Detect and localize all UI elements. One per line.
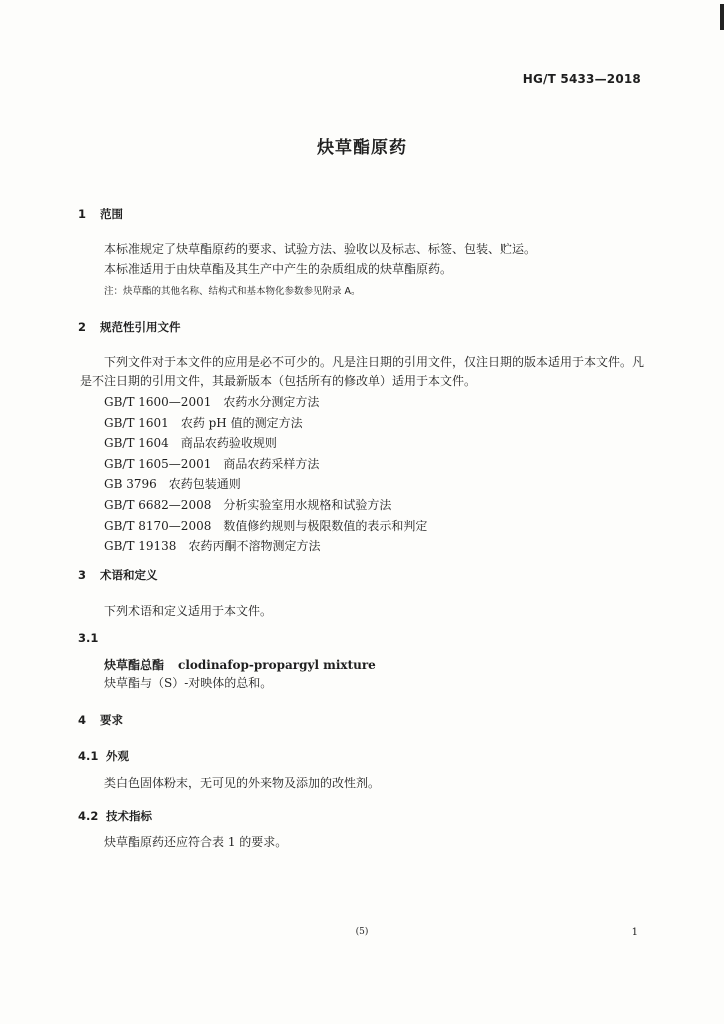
term-definition: 炔草酯与（S）-对映体的总和。 <box>104 676 273 690</box>
term-chinese: 炔草酯总酯 <box>104 658 165 672</box>
reference-code: GB 3796 <box>104 477 157 492</box>
list-item <box>104 413 427 434</box>
section-title: 范围 <box>100 207 123 221</box>
section-3-heading <box>78 567 158 583</box>
section-number: 4.2 <box>78 809 99 823</box>
document-title: 炔草酯原药 <box>317 138 407 158</box>
section-number: 1 <box>78 207 87 221</box>
section-number: 3 <box>78 568 87 582</box>
paragraph: 本标准适用于由炔草酯及其生产中产生的杂质组成的炔草酯原药。 <box>104 262 453 276</box>
paragraph: 下列术语和定义适用于本文件。 <box>104 604 273 618</box>
section-title: 要求 <box>100 713 123 727</box>
page-label: (5) <box>355 927 369 937</box>
section-title: 规范性引用文件 <box>100 320 181 334</box>
subsection-4-2-heading <box>78 808 152 824</box>
list-item <box>104 392 427 413</box>
paragraph: 炔草酯原药还应符合表 1 的要求。 <box>104 835 288 849</box>
reference-code: GB/T 6682—2008 <box>104 497 212 512</box>
section-1-heading <box>78 206 123 222</box>
list-item <box>104 474 427 495</box>
section-number: 4 <box>78 713 87 727</box>
reference-code: GB/T 1601 <box>104 415 169 430</box>
reference-title: 农药水分测定方法 <box>223 395 320 409</box>
list-item <box>104 495 427 516</box>
reference-title: 商品农药验收规则 <box>180 436 277 451</box>
reference-title: 数值修约规则与极限数值的表示和判定 <box>223 518 428 533</box>
reference-title: 农药 pH 值的测定方法 <box>180 415 303 430</box>
section-title: 术语和定义 <box>100 568 158 582</box>
scan-edge-mark <box>720 4 724 30</box>
section-title: 外观 <box>106 749 129 763</box>
reference-title: 商品农药采样方法 <box>223 456 320 471</box>
reference-title: 农药包装通则 <box>168 477 241 492</box>
page-number: 1 <box>631 927 638 938</box>
subsection-4-1-heading <box>78 748 129 764</box>
paragraph: 本标准规定了炔草酯原药的要求、试验方法、验收以及标志、标签、包装、贮运。 <box>104 242 537 256</box>
section-2-heading <box>78 319 181 335</box>
standard-code: HG/T 5433—2018 <box>522 72 641 86</box>
reference-code: GB/T 1605—2001 <box>104 456 212 471</box>
reference-list <box>104 392 427 557</box>
paragraph: 类白色固体粉末，无可见的外来物及添加的改性剂。 <box>104 776 381 790</box>
section-number: 4.1 <box>78 749 99 763</box>
paragraph: 下列文件对于本文件的应用是必不可少的。凡是注日期的引用文件，仅注日期的版本适用于本文件。凡是不注日期的引用文件，其最新版本（包括所有的修改单）适用于本文件。 <box>80 355 645 388</box>
reference-title: 分析实验室用水规格和试验方法 <box>223 497 392 512</box>
reference-code: GB/T 8170—2008 <box>104 518 212 533</box>
term-english: clodinafop-propargyl mixture <box>178 658 376 672</box>
section-4-heading <box>78 712 123 728</box>
list-item <box>104 516 427 537</box>
subsection-3-1-number: 3.1 <box>78 631 99 645</box>
reference-code: GB/T 1604 <box>104 436 169 451</box>
reference-code: GB/T 19138 <box>104 539 177 554</box>
reference-code: GB/T 1600—2001 <box>104 395 212 409</box>
list-item <box>104 536 427 557</box>
note: 注：炔草酯的其他名称、结构式和基本物化参数参见附录 A。 <box>104 286 361 297</box>
reference-title: 农药丙酮不溶物测定方法 <box>188 539 321 554</box>
list-item <box>104 433 427 454</box>
section-title: 技术指标 <box>106 809 152 823</box>
term-entry <box>104 656 376 673</box>
list-item <box>104 454 427 475</box>
section-number: 2 <box>78 320 87 334</box>
